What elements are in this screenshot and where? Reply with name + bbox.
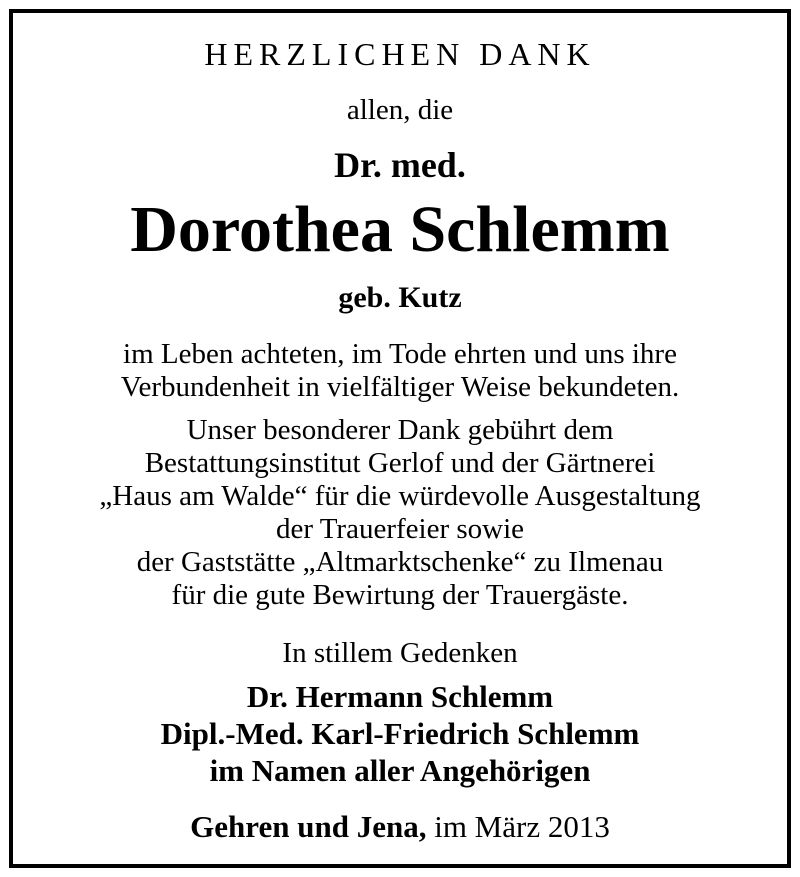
notice-heading: HERZLICHEN DANK	[204, 36, 596, 72]
signer-name: Dr. Hermann Schlemm	[246, 679, 554, 714]
deceased-name: Dorothea Schlemm	[130, 193, 670, 266]
body-line: der Gaststätte „Altmarktschenke“ zu Ilmenau	[136, 546, 664, 578]
date-text: im März 2013	[426, 809, 610, 844]
academic-title: Dr. med.	[334, 145, 466, 185]
place-date	[0, 811, 800, 842]
body-line: Verbundenheit in vielfältiger Weise bekundeten.	[120, 371, 680, 403]
body-line: Unser besonderer Dank gebührt dem	[186, 414, 614, 446]
intro-text: allen, die	[346, 94, 454, 126]
body-line: „Haus am Walde“ für die würdevolle Ausgestaltung	[99, 480, 701, 512]
body-line: der Trauerfeier sowie	[275, 513, 525, 545]
place-text: Gehren und Jena,	[190, 809, 427, 844]
signer-name: im Namen aller Angehörigen	[209, 753, 591, 788]
signer-name: Dipl.-Med. Karl-Friedrich Schlemm	[160, 716, 640, 751]
body-line: im Leben achteten, im Tode ehrten und uns ihre	[123, 338, 677, 370]
maiden-name: geb. Kutz	[338, 281, 462, 314]
body-line: Bestattungsinstitut Gerlof und der Gärtnerei	[144, 447, 656, 479]
body-line: für die gute Bewirtung der Trauergäste.	[171, 579, 629, 611]
closing-phrase: In stillem Gedenken	[282, 637, 518, 669]
